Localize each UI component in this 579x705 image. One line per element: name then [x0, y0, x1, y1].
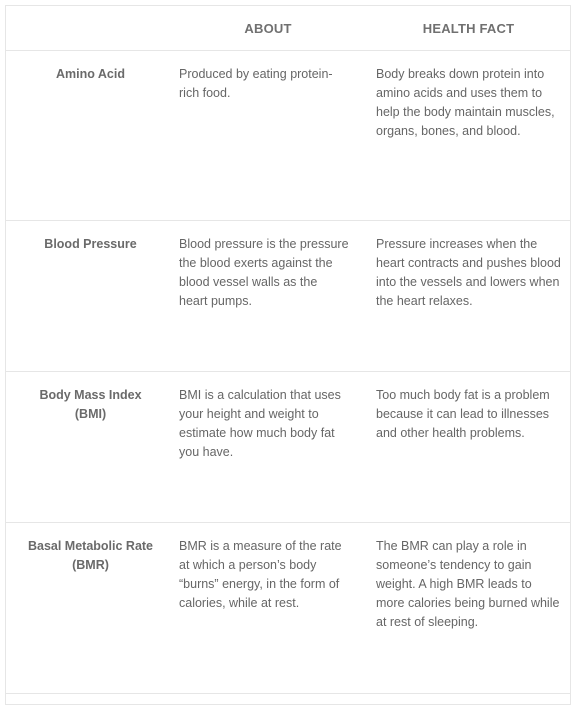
fact-text: Body breaks down protein into amino acids and uses them to help the body maintain muscles, organs, bones, and blood.	[376, 67, 555, 138]
term-cell	[6, 221, 169, 372]
about-cell	[169, 51, 367, 221]
fact-text: Pressure increases when the heart contracts and pushes blood into the vessels and lowers when the heart relaxes.	[376, 237, 561, 308]
header-about: ABOUT	[169, 6, 367, 51]
term-bmr: Basal Metabolic Rate (BMR)	[27, 539, 154, 572]
health-terms-table-container	[5, 5, 571, 705]
about-text: BMI is a calculation that uses your height and weight to estimate how much body fat you have.	[179, 388, 341, 459]
term-cell	[6, 372, 169, 523]
table-row	[6, 372, 570, 523]
about-text: Blood pressure is the pressure the blood exerts against the blood vessel walls as the heart pumps.	[179, 237, 349, 308]
fact-text: Too much body fat is a problem because it can lead to illnesses and other health problems.	[376, 388, 550, 440]
fact-cell	[367, 51, 570, 221]
table-row	[6, 523, 570, 694]
term-cell	[6, 523, 169, 694]
fact-cell	[367, 372, 570, 523]
table-row	[6, 51, 570, 221]
about-text: BMR is a measure of the rate at which a person’s body “burns” energy, in the form of calories, while at rest.	[179, 539, 342, 610]
term-blood-pressure: Blood Pressure	[44, 237, 137, 251]
term-cell	[6, 51, 169, 221]
header-health-fact: HEALTH FACT	[367, 6, 570, 51]
header-term	[6, 6, 169, 51]
about-cell	[169, 221, 367, 372]
about-cell	[169, 523, 367, 694]
term-bmi: Body Mass Index (BMI)	[39, 388, 142, 421]
health-terms-table	[6, 6, 570, 694]
fact-cell	[367, 221, 570, 372]
fact-text: The BMR can play a role in someone’s tendency to gain weight. A high BMR leads to more calories being burned while at rest of sleeping.	[376, 539, 560, 629]
about-text: Produced by eating protein-rich food.	[179, 67, 333, 100]
table-row	[6, 221, 570, 372]
about-cell	[169, 372, 367, 523]
table-header-row	[6, 6, 570, 51]
term-amino-acid: Amino Acid	[56, 67, 125, 81]
fact-cell	[367, 523, 570, 694]
